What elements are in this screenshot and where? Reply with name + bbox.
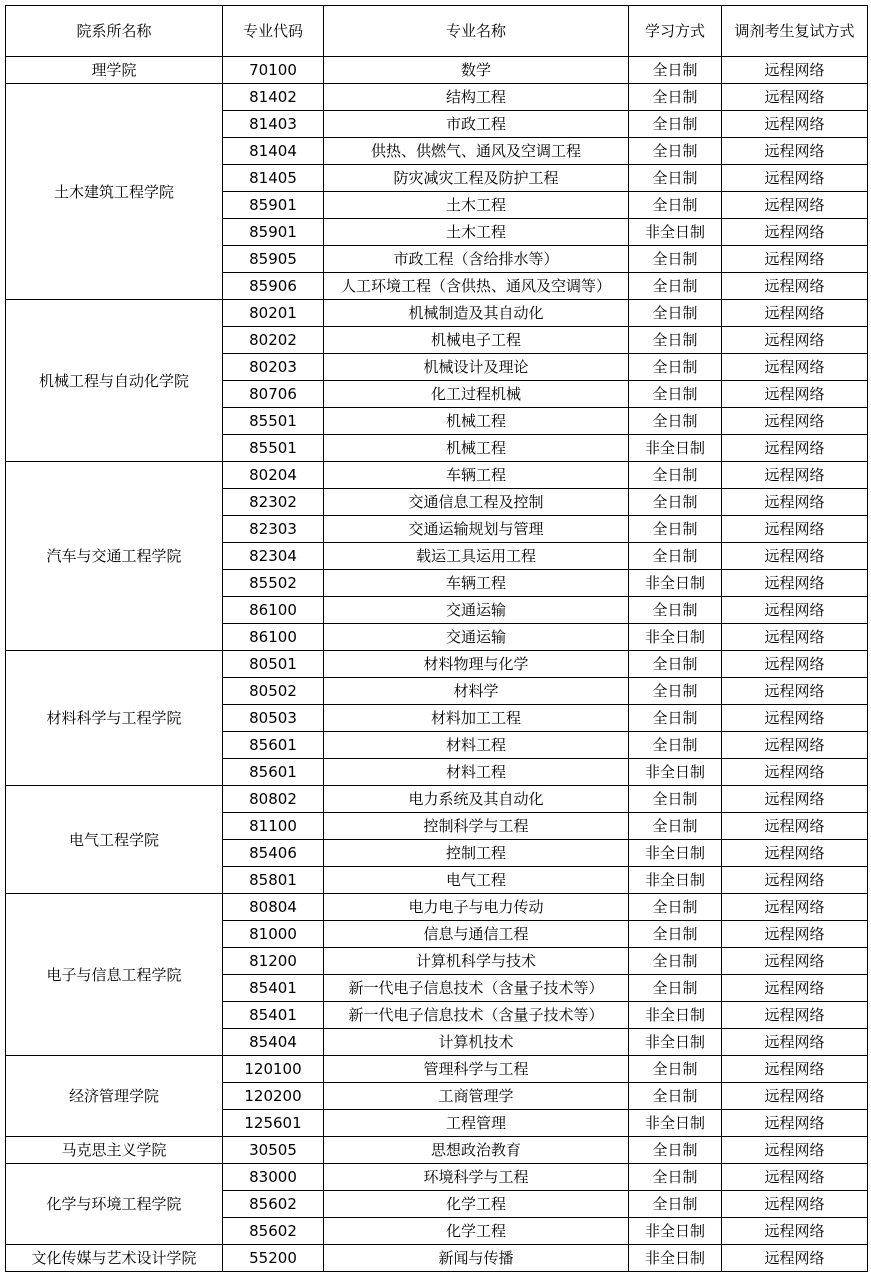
- header-code: 专业代码: [223, 6, 324, 57]
- major-code-cell: 81403: [223, 111, 324, 138]
- major-name-cell: 环境科学与工程: [324, 1164, 629, 1191]
- major-name-cell: 交通运输规划与管理: [324, 516, 629, 543]
- major-name-cell: 控制科学与工程: [324, 813, 629, 840]
- retest-method-cell: 远程网络: [722, 975, 868, 1002]
- college-name-cell: 汽车与交通工程学院: [6, 462, 223, 651]
- major-code-cell: 80802: [223, 786, 324, 813]
- major-name-cell: 材料物理与化学: [324, 651, 629, 678]
- retest-method-cell: 远程网络: [722, 597, 868, 624]
- retest-method-cell: 远程网络: [722, 678, 868, 705]
- retest-method-cell: 远程网络: [722, 381, 868, 408]
- major-code-cell: 85601: [223, 759, 324, 786]
- table-row: [6, 1164, 868, 1191]
- study-mode-cell: 非全日制: [629, 435, 722, 462]
- table-row: [6, 57, 868, 84]
- retest-method-cell: 远程网络: [722, 192, 868, 219]
- table-row: [6, 1245, 868, 1272]
- major-code-cell: 85906: [223, 273, 324, 300]
- study-mode-cell: 全日制: [629, 651, 722, 678]
- college-name-cell: 材料科学与工程学院: [6, 651, 223, 786]
- retest-method-cell: 远程网络: [722, 138, 868, 165]
- retest-method-cell: 远程网络: [722, 1029, 868, 1056]
- major-name-cell: 新一代电子信息技术（含量子技术等）: [324, 975, 629, 1002]
- major-code-cell: 85801: [223, 867, 324, 894]
- major-name-cell: 计算机技术: [324, 1029, 629, 1056]
- major-name-cell: 工商管理学: [324, 1083, 629, 1110]
- study-mode-cell: 非全日制: [629, 570, 722, 597]
- major-name-cell: 机械制造及其自动化: [324, 300, 629, 327]
- college-name-cell: 理学院: [6, 57, 223, 84]
- table-row: [6, 462, 868, 489]
- retest-method-cell: 远程网络: [722, 1164, 868, 1191]
- major-code-cell: 85602: [223, 1191, 324, 1218]
- retest-method-cell: 远程网络: [722, 1191, 868, 1218]
- college-name-cell: 机械工程与自动化学院: [6, 300, 223, 462]
- study-mode-cell: 全日制: [629, 273, 722, 300]
- study-mode-cell: 全日制: [629, 705, 722, 732]
- study-mode-cell: 全日制: [629, 111, 722, 138]
- major-name-cell: 结构工程: [324, 84, 629, 111]
- major-code-cell: 81404: [223, 138, 324, 165]
- retest-method-cell: 远程网络: [722, 273, 868, 300]
- study-mode-cell: 全日制: [629, 516, 722, 543]
- major-name-cell: 计算机科学与技术: [324, 948, 629, 975]
- study-mode-cell: 全日制: [629, 948, 722, 975]
- major-name-cell: 控制工程: [324, 840, 629, 867]
- major-name-cell: 车辆工程: [324, 570, 629, 597]
- major-code-cell: 80501: [223, 651, 324, 678]
- study-mode-cell: 全日制: [629, 300, 722, 327]
- study-mode-cell: 全日制: [629, 678, 722, 705]
- table-body: [6, 57, 868, 1272]
- major-name-cell: 化学工程: [324, 1191, 629, 1218]
- retest-method-cell: 远程网络: [722, 408, 868, 435]
- retest-method-cell: 远程网络: [722, 705, 868, 732]
- major-name-cell: 土木工程: [324, 219, 629, 246]
- study-mode-cell: 全日制: [629, 921, 722, 948]
- major-name-cell: 载运工具运用工程: [324, 543, 629, 570]
- retest-method-cell: 远程网络: [722, 219, 868, 246]
- major-code-cell: 85601: [223, 732, 324, 759]
- major-name-cell: 新一代电子信息技术（含量子技术等）: [324, 1002, 629, 1029]
- major-name-cell: 材料工程: [324, 732, 629, 759]
- retest-method-cell: 远程网络: [722, 543, 868, 570]
- major-code-cell: 81000: [223, 921, 324, 948]
- retest-method-cell: 远程网络: [722, 327, 868, 354]
- retest-method-cell: 远程网络: [722, 462, 868, 489]
- study-mode-cell: 全日制: [629, 1164, 722, 1191]
- major-code-cell: 81200: [223, 948, 324, 975]
- major-name-cell: 材料加工工程: [324, 705, 629, 732]
- retest-method-cell: 远程网络: [722, 1218, 868, 1245]
- major-name-cell: 管理科学与工程: [324, 1056, 629, 1083]
- table-row: [6, 786, 868, 813]
- college-name-cell: 电子与信息工程学院: [6, 894, 223, 1056]
- major-code-cell: 86100: [223, 597, 324, 624]
- major-code-cell: 30505: [223, 1137, 324, 1164]
- major-name-cell: 思想政治教育: [324, 1137, 629, 1164]
- major-code-cell: 70100: [223, 57, 324, 84]
- college-name-cell: 土木建筑工程学院: [6, 84, 223, 300]
- major-code-cell: 85401: [223, 1002, 324, 1029]
- retest-method-cell: 远程网络: [722, 759, 868, 786]
- study-mode-cell: 非全日制: [629, 219, 722, 246]
- major-code-cell: 85404: [223, 1029, 324, 1056]
- study-mode-cell: 全日制: [629, 192, 722, 219]
- major-name-cell: 车辆工程: [324, 462, 629, 489]
- major-name-cell: 交通运输: [324, 597, 629, 624]
- study-mode-cell: 全日制: [629, 327, 722, 354]
- retest-method-cell: 远程网络: [722, 354, 868, 381]
- major-code-cell: 85502: [223, 570, 324, 597]
- major-code-cell: 80201: [223, 300, 324, 327]
- table-row: [6, 651, 868, 678]
- retest-method-cell: 远程网络: [722, 111, 868, 138]
- major-name-cell: 交通运输: [324, 624, 629, 651]
- major-code-cell: 85905: [223, 246, 324, 273]
- college-name-cell: 电气工程学院: [6, 786, 223, 894]
- college-name-cell: 经济管理学院: [6, 1056, 223, 1137]
- study-mode-cell: 全日制: [629, 813, 722, 840]
- retest-method-cell: 远程网络: [722, 435, 868, 462]
- retest-method-cell: 远程网络: [722, 1245, 868, 1272]
- study-mode-cell: 全日制: [629, 894, 722, 921]
- table-header-row: [6, 6, 868, 57]
- study-mode-cell: 非全日制: [629, 1218, 722, 1245]
- major-code-cell: 85602: [223, 1218, 324, 1245]
- major-code-cell: 85901: [223, 192, 324, 219]
- study-mode-cell: 非全日制: [629, 1002, 722, 1029]
- major-name-cell: 土木工程: [324, 192, 629, 219]
- major-name-cell: 电气工程: [324, 867, 629, 894]
- major-code-cell: 80502: [223, 678, 324, 705]
- major-name-cell: 防灾减灾工程及防护工程: [324, 165, 629, 192]
- retest-method-cell: 远程网络: [722, 57, 868, 84]
- study-mode-cell: 全日制: [629, 975, 722, 1002]
- major-code-cell: 80204: [223, 462, 324, 489]
- major-name-cell: 信息与通信工程: [324, 921, 629, 948]
- major-code-cell: 82302: [223, 489, 324, 516]
- retest-method-cell: 远程网络: [722, 570, 868, 597]
- study-mode-cell: 全日制: [629, 381, 722, 408]
- college-name-cell: 文化传媒与艺术设计学院: [6, 1245, 223, 1272]
- table-row: [6, 894, 868, 921]
- major-code-cell: 83000: [223, 1164, 324, 1191]
- study-mode-cell: 非全日制: [629, 1110, 722, 1137]
- study-mode-cell: 全日制: [629, 597, 722, 624]
- study-mode-cell: 非全日制: [629, 840, 722, 867]
- retest-method-cell: 远程网络: [722, 516, 868, 543]
- retest-method-cell: 远程网络: [722, 1083, 868, 1110]
- major-code-cell: 86100: [223, 624, 324, 651]
- major-code-cell: 120200: [223, 1083, 324, 1110]
- major-name-cell: 市政工程: [324, 111, 629, 138]
- major-code-cell: 85501: [223, 435, 324, 462]
- major-name-cell: 化学工程: [324, 1218, 629, 1245]
- major-name-cell: 机械工程: [324, 435, 629, 462]
- study-mode-cell: 全日制: [629, 462, 722, 489]
- major-name-cell: 人工环境工程（含供热、通风及空调等）: [324, 273, 629, 300]
- retest-method-cell: 远程网络: [722, 813, 868, 840]
- study-mode-cell: 全日制: [629, 408, 722, 435]
- major-code-cell: 80202: [223, 327, 324, 354]
- retest-method-cell: 远程网络: [722, 1056, 868, 1083]
- header-method: 调剂考生复试方式: [722, 6, 868, 57]
- header-major: 专业名称: [324, 6, 629, 57]
- table-row: [6, 84, 868, 111]
- retest-method-cell: 远程网络: [722, 84, 868, 111]
- study-mode-cell: 非全日制: [629, 759, 722, 786]
- study-mode-cell: 全日制: [629, 1083, 722, 1110]
- retest-method-cell: 远程网络: [722, 1110, 868, 1137]
- retest-method-cell: 远程网络: [722, 246, 868, 273]
- retest-method-cell: 远程网络: [722, 786, 868, 813]
- retest-method-cell: 远程网络: [722, 840, 868, 867]
- major-code-cell: 85401: [223, 975, 324, 1002]
- header-mode: 学习方式: [629, 6, 722, 57]
- major-name-cell: 市政工程（含给排水等）: [324, 246, 629, 273]
- major-code-cell: 80706: [223, 381, 324, 408]
- major-name-cell: 机械设计及理论: [324, 354, 629, 381]
- retest-method-cell: 远程网络: [722, 651, 868, 678]
- major-code-cell: 125601: [223, 1110, 324, 1137]
- study-mode-cell: 全日制: [629, 84, 722, 111]
- study-mode-cell: 全日制: [629, 138, 722, 165]
- retest-method-cell: 远程网络: [722, 732, 868, 759]
- major-code-cell: 81402: [223, 84, 324, 111]
- table-row: [6, 1137, 868, 1164]
- retest-method-cell: 远程网络: [722, 1002, 868, 1029]
- retest-method-cell: 远程网络: [722, 624, 868, 651]
- study-mode-cell: 全日制: [629, 354, 722, 381]
- table-row: [6, 1056, 868, 1083]
- major-code-cell: 82304: [223, 543, 324, 570]
- study-mode-cell: 全日制: [629, 1056, 722, 1083]
- major-name-cell: 交通信息工程及控制: [324, 489, 629, 516]
- college-name-cell: 马克思主义学院: [6, 1137, 223, 1164]
- major-name-cell: 机械电子工程: [324, 327, 629, 354]
- study-mode-cell: 全日制: [629, 165, 722, 192]
- major-name-cell: 化工过程机械: [324, 381, 629, 408]
- major-name-cell: 数学: [324, 57, 629, 84]
- retest-method-cell: 远程网络: [722, 894, 868, 921]
- major-code-cell: 85901: [223, 219, 324, 246]
- retest-method-cell: 远程网络: [722, 921, 868, 948]
- table-row: [6, 300, 868, 327]
- major-code-cell: 80203: [223, 354, 324, 381]
- college-name-cell: 化学与环境工程学院: [6, 1164, 223, 1245]
- major-name-cell: 机械工程: [324, 408, 629, 435]
- adjustment-table: [5, 5, 868, 1272]
- major-code-cell: 85501: [223, 408, 324, 435]
- retest-method-cell: 远程网络: [722, 1137, 868, 1164]
- major-code-cell: 80503: [223, 705, 324, 732]
- major-name-cell: 供热、供燃气、通风及空调工程: [324, 138, 629, 165]
- retest-method-cell: 远程网络: [722, 489, 868, 516]
- major-name-cell: 电力电子与电力传动: [324, 894, 629, 921]
- major-name-cell: 材料工程: [324, 759, 629, 786]
- study-mode-cell: 全日制: [629, 1191, 722, 1218]
- major-name-cell: 材料学: [324, 678, 629, 705]
- study-mode-cell: 全日制: [629, 489, 722, 516]
- retest-method-cell: 远程网络: [722, 948, 868, 975]
- study-mode-cell: 非全日制: [629, 1029, 722, 1056]
- study-mode-cell: 全日制: [629, 732, 722, 759]
- study-mode-cell: 非全日制: [629, 624, 722, 651]
- study-mode-cell: 非全日制: [629, 867, 722, 894]
- major-code-cell: 80804: [223, 894, 324, 921]
- major-code-cell: 82303: [223, 516, 324, 543]
- major-code-cell: 55200: [223, 1245, 324, 1272]
- major-code-cell: 81405: [223, 165, 324, 192]
- retest-method-cell: 远程网络: [722, 165, 868, 192]
- major-code-cell: 85406: [223, 840, 324, 867]
- study-mode-cell: 全日制: [629, 57, 722, 84]
- header-college: 院系所名称: [6, 6, 223, 57]
- study-mode-cell: 全日制: [629, 246, 722, 273]
- major-code-cell: 120100: [223, 1056, 324, 1083]
- retest-method-cell: 远程网络: [722, 867, 868, 894]
- major-name-cell: 电力系统及其自动化: [324, 786, 629, 813]
- adjustment-table-sheet: [5, 5, 868, 1272]
- major-code-cell: 81100: [223, 813, 324, 840]
- retest-method-cell: 远程网络: [722, 300, 868, 327]
- major-name-cell: 新闻与传播: [324, 1245, 629, 1272]
- study-mode-cell: 全日制: [629, 543, 722, 570]
- study-mode-cell: 非全日制: [629, 1245, 722, 1272]
- study-mode-cell: 全日制: [629, 786, 722, 813]
- study-mode-cell: 全日制: [629, 1137, 722, 1164]
- major-name-cell: 工程管理: [324, 1110, 629, 1137]
